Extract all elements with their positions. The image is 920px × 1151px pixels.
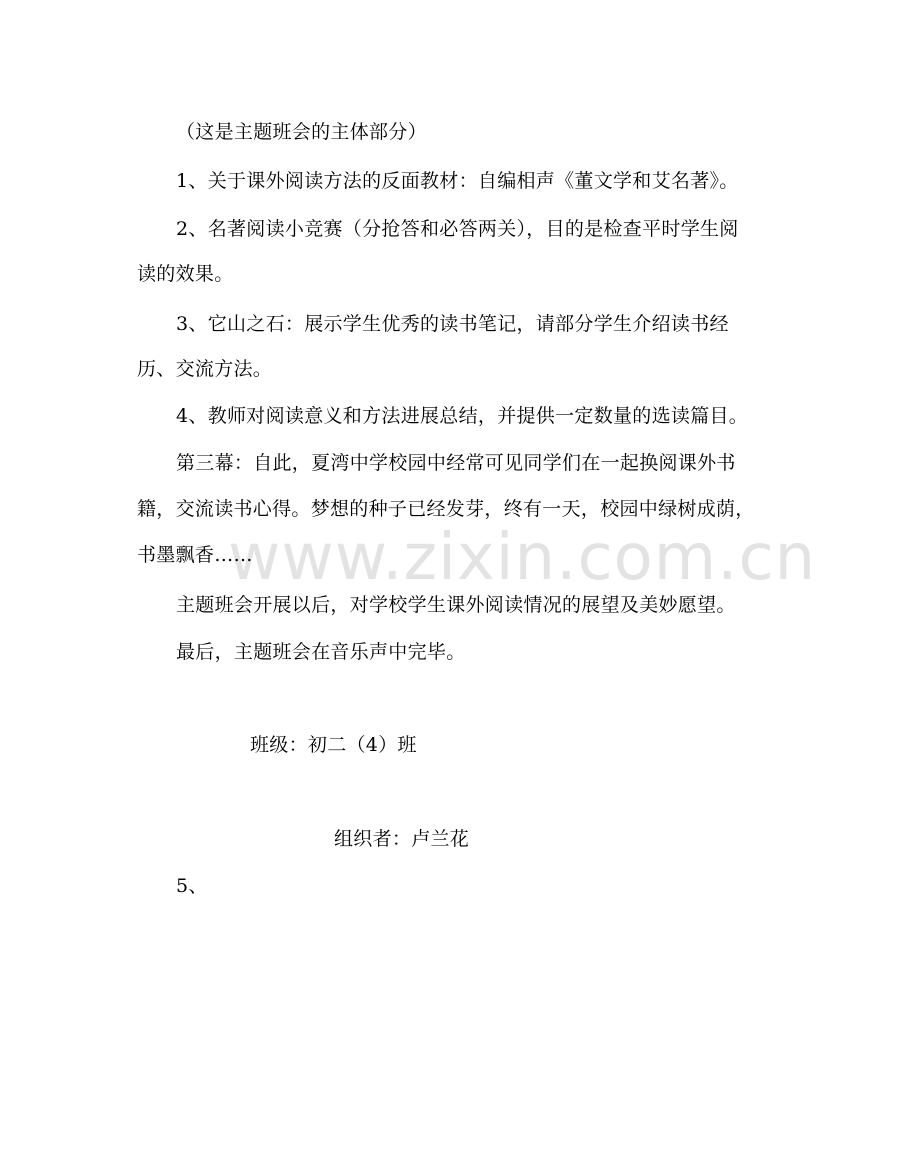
closing-line: 最后，主题班会在音乐声中完毕。 (176, 641, 466, 663)
section-note: （这是主题班会的主体部分） (176, 121, 427, 143)
act-three-line-1: 第三幕：自此，夏湾中学校园中经常可见同学们在一起换阅课外书 (176, 452, 736, 474)
class-info: 班级：初二（4）班 (250, 734, 417, 756)
act-three-line-2: 籍，交流读书心得。梦想的种子已经发芽，终有一天，校园中绿树成荫， (137, 498, 755, 520)
organizer-info: 组织者：卢兰花 (334, 828, 470, 850)
summary-line: 主题班会开展以后，对学校学生课外阅读情况的展望及美妙愿望。 (176, 594, 736, 616)
item-5: 5、 (176, 875, 208, 897)
act-three-line-3: 书墨飘香…… (137, 544, 253, 566)
item-3-line-2: 历、交流方法。 (137, 358, 273, 380)
item-2-line-1: 2、名著阅读小竞赛（分抢答和必答两关），目的是检查平时学生阅 (176, 218, 739, 240)
watermark-text: www.zixin.com.cn (228, 521, 817, 595)
item-4: 4、教师对阅读意义和方法进展总结，并提供一定数量的选读篇目。 (176, 405, 749, 427)
item-2-line-2: 读的效果。 (137, 263, 234, 285)
item-1: 1、关于课外阅读方法的反面教材：自编相声《董文学和艾名著》。 (176, 170, 739, 192)
item-3-line-1: 3、它山之石：展示学生优秀的读书笔记，请部分学生介绍读书经 (176, 313, 729, 335)
